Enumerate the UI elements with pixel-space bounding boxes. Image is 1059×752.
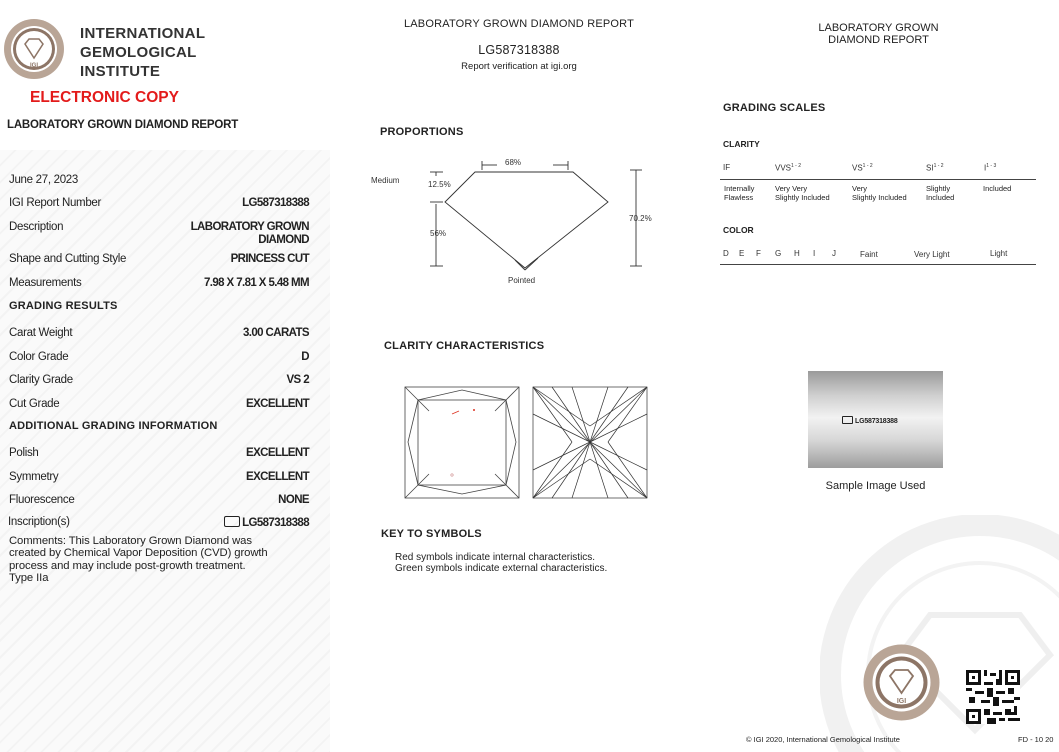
clarity-characteristics-heading: CLARITY CHARACTERISTICS (384, 340, 545, 352)
center-title: LABORATORY GROWN DIAMOND REPORT (403, 18, 635, 30)
color-letter: J (832, 249, 836, 258)
qr-code[interactable] (966, 670, 1020, 724)
clarity-desc: Included (983, 184, 1012, 193)
table-percent: 68% (505, 158, 522, 167)
clarity-desc: Slightly Included (926, 184, 955, 202)
left-report-title: LABORATORY GROWN DIAMOND REPORT (7, 119, 239, 131)
center-report-number: LG587318388 (478, 43, 560, 57)
key-to-symbols-heading: KEY TO SYMBOLS (381, 528, 482, 540)
color-letter: F (756, 249, 761, 258)
igi-seal-stamp (862, 643, 941, 722)
grading-results-heading: GRADING RESULTS (9, 300, 118, 312)
crown-percent: 12.5% (428, 180, 451, 189)
color-scale (720, 246, 1038, 270)
color-scale-line (720, 264, 1036, 265)
electronic-copy-label: ELECTRONIC COPY (30, 89, 179, 106)
key-text: Red symbols indicate internal characteristics. Green symbols indicate external characteristics. (395, 552, 608, 574)
color-desc: Very Light (914, 250, 950, 259)
description-row: Description LABORATORY GROWN DIAMOND (9, 221, 309, 246)
igi-seal-logo (3, 18, 65, 80)
copyright-text: © IGI 2020, International Gemological Institute (746, 735, 900, 744)
clarity-desc: Very Slightly Included (852, 184, 907, 202)
sample-inscription: LG587318388 (842, 416, 898, 425)
clarity-scale (720, 157, 1038, 205)
proportions-heading: PROPORTIONS (380, 126, 464, 138)
clarity-grade: SI$^{1 - 2}$ (926, 163, 944, 173)
clarity-plot-crown (404, 386, 520, 499)
color-letter: G (775, 249, 782, 258)
clarity-scale-line (720, 179, 1036, 180)
svg-text:IGI: IGI (29, 63, 39, 69)
additional-heading: ADDITIONAL GRADING INFORMATION (9, 420, 218, 432)
culet-label: Pointed (508, 276, 536, 285)
sample-girdle-image (808, 371, 943, 468)
form-code: FD - 10 20 (1018, 735, 1054, 744)
grading-scales-heading: GRADING SCALES (723, 102, 826, 114)
color-letter: H (794, 249, 800, 258)
logo-text: INTERNATIONAL GEMOLOGICAL INSTITUTE (80, 25, 206, 80)
proportions-diagram (370, 150, 660, 290)
color-desc: Light (990, 249, 1008, 258)
svg-text:IGI: IGI (896, 698, 907, 705)
clarity-desc: Very Very Slightly Included (775, 184, 830, 202)
sample-image-caption: Sample Image Used (825, 480, 926, 492)
clarity-scale-label: CLARITY (723, 139, 760, 149)
color-letter: E (739, 249, 745, 258)
clarity-grade: $I^{1 - 3}$ (984, 163, 997, 173)
right-title: LABORATORY GROWN DIAMOND REPORT (818, 22, 939, 46)
clarity-desc: Internally Flawless (724, 184, 755, 202)
clarity-grade: IF (723, 163, 731, 172)
igi-mini-logo (842, 416, 853, 424)
color-letter: I (813, 249, 816, 258)
comments: Comments: This Laboratory Grown Diamond was created by Chemical Vapor Deposition (CVD) growth process and may include post-growth treatment. Type IIa (9, 535, 268, 585)
verification-text: Report verification at igi.org (461, 61, 577, 72)
clarity-grade: VS$^{1 - 2}$ (852, 163, 873, 173)
clarity-plot-pavilion (532, 386, 648, 499)
pavilion-percent: 56% (430, 229, 447, 238)
color-desc: Faint (860, 250, 878, 259)
clarity-grade: VVS$^{1 - 2}$ (775, 163, 802, 173)
color-letter: D (723, 249, 729, 258)
color-scale-label: COLOR (723, 225, 754, 235)
igi-mini-logo (224, 516, 240, 527)
depth-percent: 70.2% (629, 214, 652, 223)
girdle-label: Medium (371, 176, 400, 185)
